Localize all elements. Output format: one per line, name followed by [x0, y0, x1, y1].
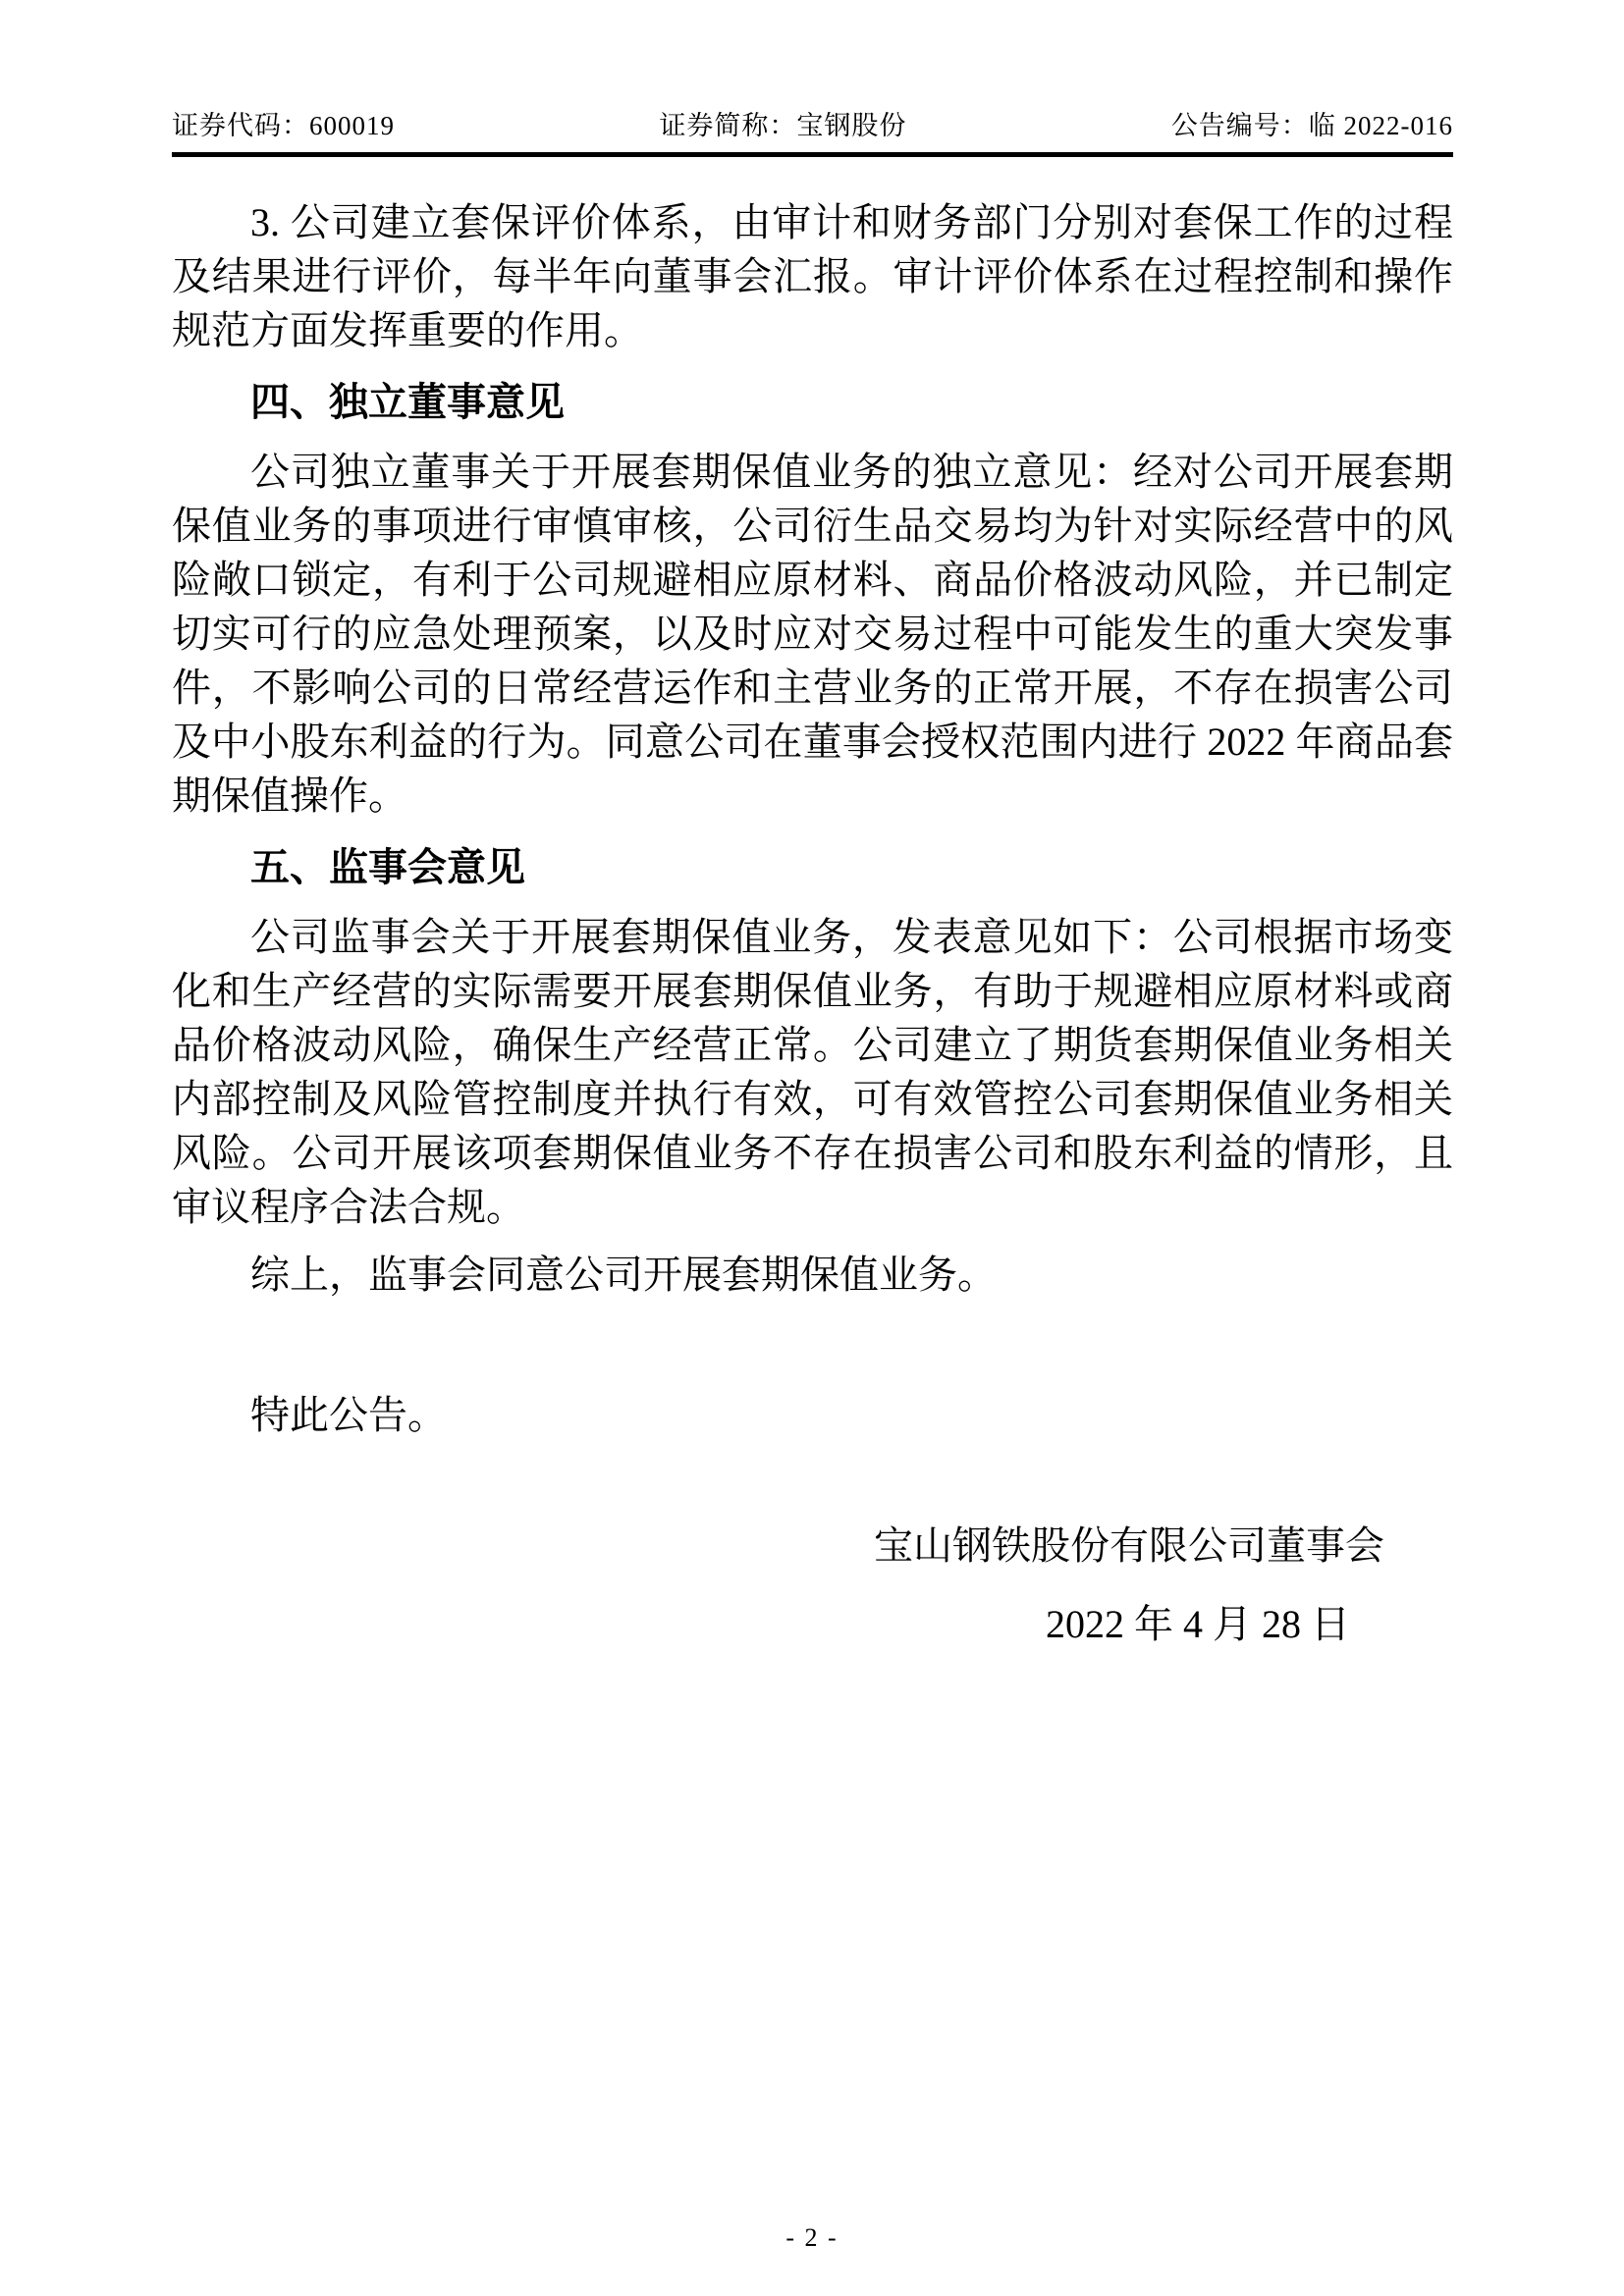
heading-supervisory-board-opinion: 五、监事会意见 — [250, 845, 525, 889]
paragraph-evaluation-system: 3. 公司建立套保评价体系，由审计和财务部门分别对套保工作的过程及结果进行评价，每半年向董事会汇报。审计评价体系在过程控制和操作规范方面发挥重要的作用。 — [172, 200, 1453, 352]
paragraph-independent-directors-opinion: 公司独立董事关于开展套期保值业务的独立意见：经对公司开展套期保值业务的事项进行审慎审核，公司衍生品交易均为针对实际经营中的风险敞口锁定，有利于公司规避相应原材料、商品价格波动风险，并已制定切实可行的应急处理预案，以及时应对交易过程中可能发生的重大突发事件，不影响公司的日常经营运作和主营业务的正常开展，不存在损害公司及中小股东利益的行为。同意公司在董事会授权范围内进行 2022 年商品套期保值操作。 — [172, 450, 1453, 818]
signature-company-name: 宝山钢铁股份有限公司董事会 — [874, 1523, 1384, 1568]
stock-name-label: 证券简称：宝钢股份 — [659, 111, 907, 140]
signature-date: 2022 年 4 月 28 日 — [1046, 1602, 1350, 1646]
paragraph-conclusion: 综上，监事会同意公司开展套期保值业务。 — [250, 1253, 997, 1297]
heading-independent-directors-opinion: 四、独立董事意见 — [250, 380, 565, 424]
page-number: - 2 - — [785, 2223, 839, 2252]
document-body — [172, 158, 1453, 1651]
stock-code-label: 证券代码：600019 — [172, 111, 395, 140]
document-header — [172, 104, 1453, 157]
announcement-number-label: 公告编号：临 2022-016 — [1170, 111, 1453, 140]
signature-block — [172, 1519, 1453, 1651]
paragraph-hereby-announced: 特此公告。 — [250, 1393, 447, 1437]
paragraph-supervisory-board-opinion: 公司监事会关于开展套期保值业务，发表意见如下：公司根据市场变化和生产经营的实际需要开展套期保值业务，有助于规避相应原材料或商品价格波动风险，确保生产经营正常。公司建立了期货套期保值业务相关内部控制及风险管控制度并执行有效，可有效管控公司套期保值业务相关风险。公司开展该项套期保值业务不存在损害公司和股东利益的情形，且审议程序合法合规。 — [172, 915, 1453, 1229]
page-footer — [0, 2223, 1624, 2253]
